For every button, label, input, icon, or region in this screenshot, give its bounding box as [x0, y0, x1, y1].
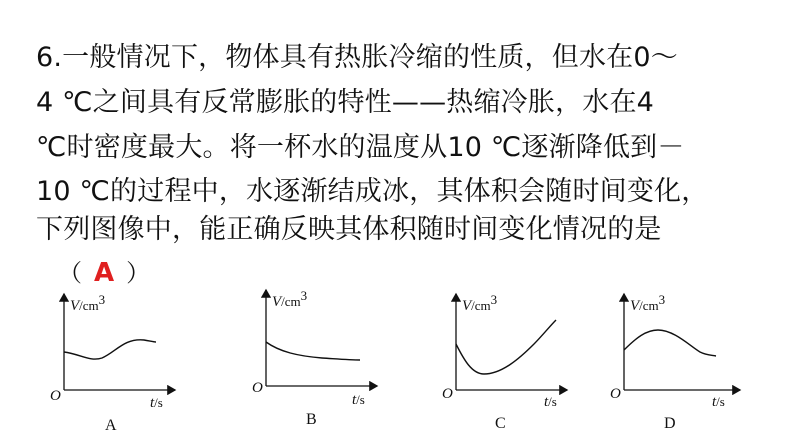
graph-b-svg — [242, 288, 382, 433]
graph-a-origin: O — [50, 388, 61, 404]
graph-a-curve — [64, 340, 156, 359]
question-line-2: 4 ℃之间具有反常膨胀的特性——热缩冷胀，水在4 — [36, 87, 655, 118]
paren-close: ） — [126, 259, 151, 287]
answer-row — [58, 253, 150, 288]
graph-b-curve — [266, 342, 360, 360]
graph-b-option-label: B — [306, 411, 317, 428]
question-line-5: 下列图像中，能正确反映其体积随时间变化情况的是 — [36, 214, 662, 245]
graph-a-option-label: A — [105, 417, 117, 434]
graph-a-xlabel: t/s — [150, 395, 163, 411]
graph-c-origin: O — [442, 386, 453, 402]
graph-d-ylabel: $V/cm^3$ — [630, 292, 666, 314]
graph-b-xlabel: t/s — [352, 392, 365, 408]
graph-c — [432, 290, 572, 439]
graph-d-curve — [624, 330, 716, 356]
graph-b — [242, 288, 382, 437]
graph-d-origin: O — [610, 386, 621, 402]
question-line-3: ℃时密度最大。将一杯水的温度从10 ℃逐渐降低到－ — [36, 132, 685, 163]
question-line-4: 10 ℃的过程中，水逐渐结成冰，其体积会随时间变化， — [36, 176, 709, 207]
answer-value: A — [94, 258, 115, 288]
graph-c-svg — [432, 290, 572, 435]
question-line-1: 6.一般情况下，物体具有热胀冷缩的性质，但水在0～ — [36, 42, 678, 73]
graph-d-svg — [600, 290, 750, 435]
graph-b-origin: O — [252, 380, 263, 396]
graph-b-ylabel: $V/cm^3$ — [272, 288, 308, 310]
graph-a-ylabel: $V/cm^3$ — [70, 292, 106, 314]
graph-c-option-label: C — [495, 415, 506, 432]
graph-d-option-label: D — [664, 415, 676, 432]
graph-c-xlabel: t/s — [544, 394, 557, 410]
graph-a-svg — [40, 290, 180, 435]
graph-c-curve — [456, 320, 556, 374]
graph-c-ylabel: $V/cm^3$ — [462, 292, 498, 314]
graph-a — [40, 290, 180, 439]
paren-open: （ — [58, 259, 82, 287]
graph-d — [600, 290, 750, 439]
graph-d-xlabel: t/s — [712, 394, 725, 410]
